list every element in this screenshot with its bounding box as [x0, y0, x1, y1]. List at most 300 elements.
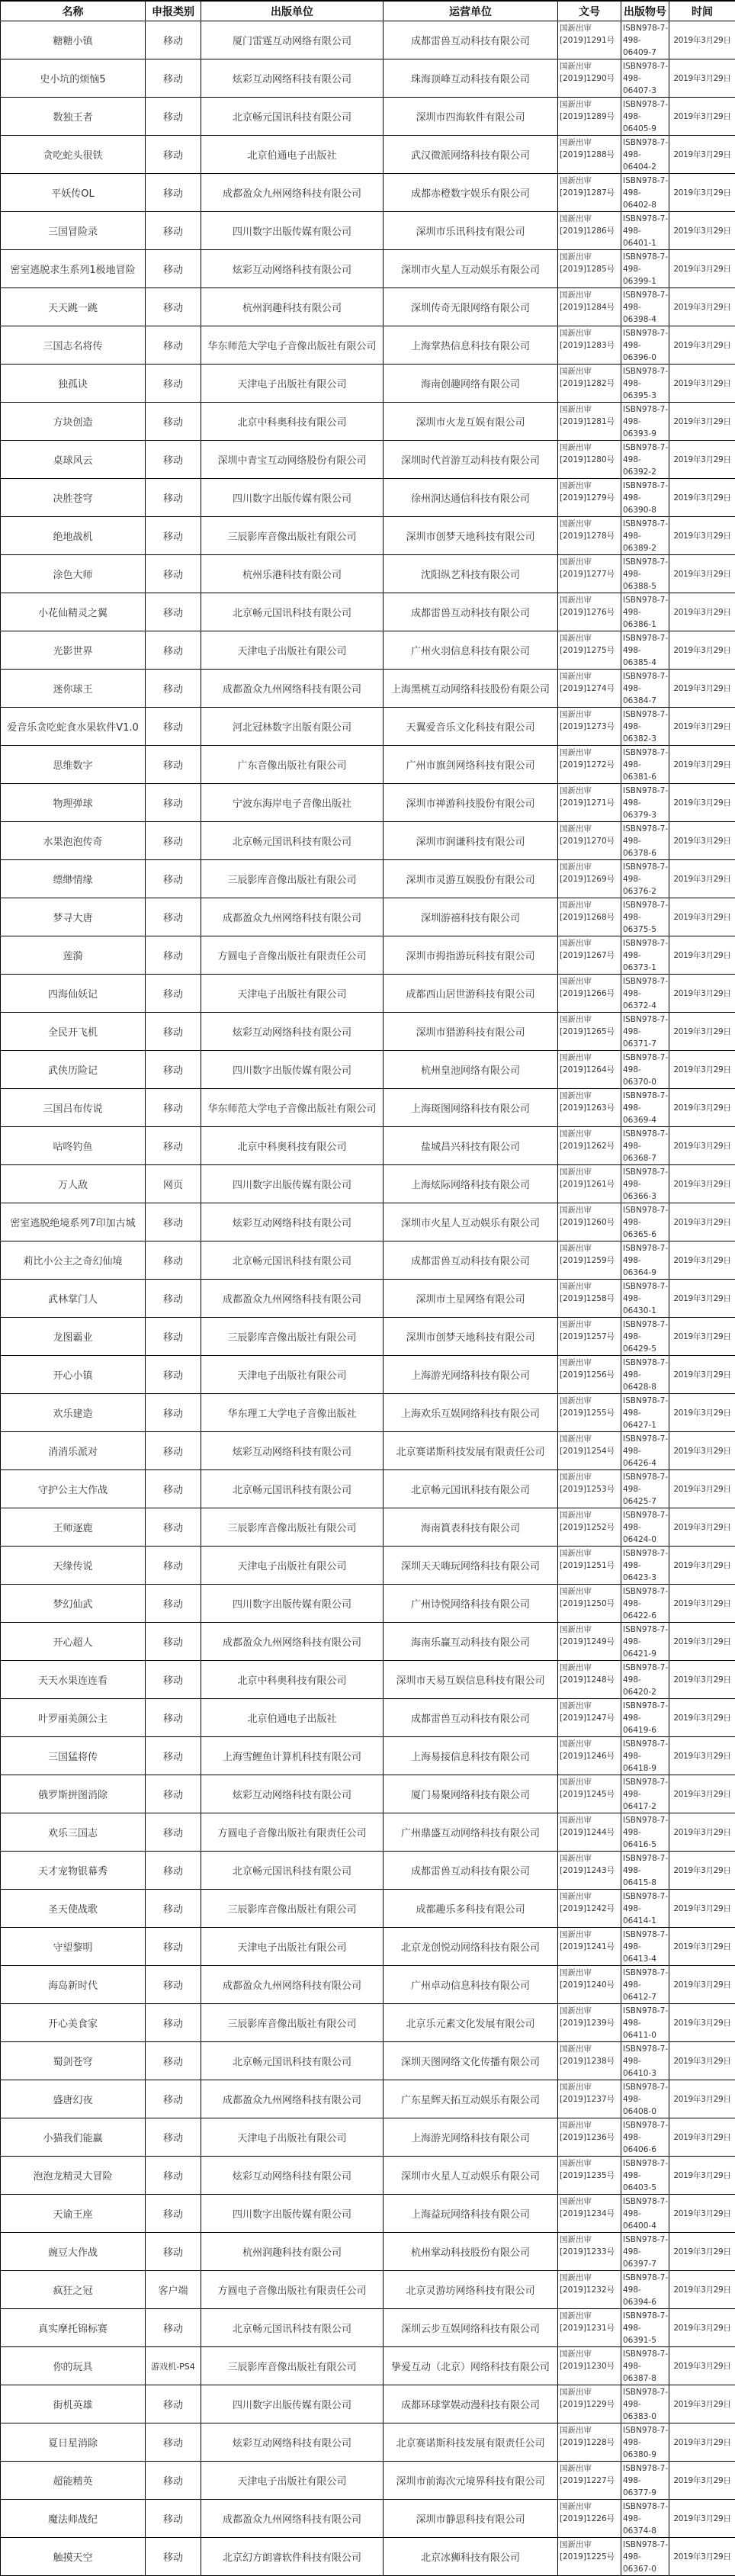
- cell-operator: 深圳市灵游互娱股份有限公司: [384, 860, 558, 898]
- cell-category: 移动: [146, 1280, 201, 1318]
- isbn-prefix: ISBN978-7-: [623, 137, 669, 149]
- cell-date: 2019年3月29日: [669, 898, 735, 936]
- cell-category: 移动: [146, 2500, 201, 2538]
- cell-date: 2019年3月29日: [669, 593, 735, 631]
- cell-isbn: [621, 1623, 669, 1661]
- cell-isbn: [621, 670, 669, 708]
- cell-game-name: 开心小镇: [1, 1356, 146, 1394]
- table-row: [1, 1508, 735, 1547]
- cell-publisher: 成都盈众九州网络科技有限公司: [201, 670, 384, 708]
- cell-publisher: 方圆电子音像出版社有限责任公司: [201, 1813, 384, 1852]
- cell-isbn: [621, 365, 669, 403]
- table-row: [1, 1699, 735, 1737]
- cell-date: 2019年3月29日: [669, 2347, 735, 2385]
- cell-operator: 深圳市创梦天地科技有限公司: [384, 1318, 558, 1356]
- approval-code: [2019]1250号: [560, 1598, 621, 1610]
- table-row: [1, 860, 735, 898]
- cell-game-name: 三国志名将传: [1, 326, 146, 365]
- cell-publisher: 天津电子出版社有限公司: [201, 365, 384, 403]
- isbn-prefix: ISBN978-7-: [623, 1890, 669, 1903]
- cell-approval-number: [558, 517, 621, 555]
- isbn-prefix: ISBN978-7-: [623, 861, 669, 873]
- cell-date: 2019年3月29日: [669, 2042, 735, 2080]
- cell-publisher: 北京畅元国讯科技有限公司: [201, 2309, 384, 2347]
- isbn-code: 498-06367-0: [623, 2551, 669, 2575]
- cell-operator: 深圳市乐讯科技有限公司: [384, 212, 558, 250]
- cell-publisher: 宁波东海岸电子音像出版社: [201, 784, 384, 822]
- cell-isbn: [621, 326, 669, 365]
- table-row: [1, 479, 735, 517]
- approval-code: [2019]1291号: [560, 34, 621, 47]
- cell-publisher: 三辰影库音像出版社有限公司: [201, 2004, 384, 2042]
- cell-game-name: 街机英雄: [1, 2385, 146, 2423]
- isbn-prefix: ISBN978-7-: [623, 98, 669, 111]
- cell-date: 2019年3月29日: [669, 1432, 735, 1470]
- cell-isbn: [621, 136, 669, 174]
- approval-code: [2019]1230号: [560, 2360, 621, 2372]
- approval-code: [2019]1257号: [560, 1331, 621, 1343]
- cell-game-name: 三国猛将传: [1, 1737, 146, 1775]
- isbn-prefix: ISBN978-7-: [623, 556, 669, 568]
- cell-date: 2019年3月29日: [669, 2500, 735, 2538]
- cell-game-name: 圣天使战歌: [1, 1890, 146, 1928]
- isbn-code: 498-06376-2: [623, 873, 669, 898]
- cell-date: 2019年3月29日: [669, 1699, 735, 1737]
- cell-category: 移动: [146, 136, 201, 174]
- cell-publisher: 广东音像出版社有限公司: [201, 746, 384, 784]
- isbn-code: 498-06373-1: [623, 949, 669, 974]
- isbn-code: 498-06378-6: [623, 835, 669, 859]
- cell-isbn: [621, 1585, 669, 1623]
- approval-prefix: 国新出审: [560, 708, 621, 721]
- approval-code: [2019]1267号: [560, 949, 621, 962]
- table-row: [1, 1928, 735, 1966]
- cell-publisher: 成都盈众九州网络科技有限公司: [201, 1280, 384, 1318]
- cell-isbn: [621, 2195, 669, 2233]
- cell-game-name: 海岛新时代: [1, 1966, 146, 2004]
- cell-isbn: [621, 1547, 669, 1585]
- approval-code: [2019]1253号: [560, 1483, 621, 1495]
- cell-category: 移动: [146, 517, 201, 555]
- table-row: [1, 2004, 735, 2042]
- cell-approval-number: [558, 822, 621, 860]
- cell-operator: 珠海顶峰互动科技有限公司: [384, 59, 558, 98]
- cell-approval-number: [558, 288, 621, 326]
- isbn-prefix: ISBN978-7-: [623, 2501, 669, 2513]
- cell-isbn: [621, 555, 669, 593]
- cell-game-name: 绝地战机: [1, 517, 146, 555]
- cell-approval-number: [558, 21, 621, 59]
- approval-prefix: 国新出审: [560, 2539, 621, 2551]
- cell-game-name: 消消乐派对: [1, 1432, 146, 1470]
- table-row: [1, 441, 735, 479]
- cell-date: 2019年3月29日: [669, 1089, 735, 1127]
- cell-category: 移动: [146, 212, 201, 250]
- isbn-prefix: ISBN978-7-: [623, 1738, 669, 1750]
- cell-publisher: 成都盈众九州网络科技有限公司: [201, 898, 384, 936]
- table-row: [1, 1356, 735, 1394]
- cell-game-name: 方块创造: [1, 403, 146, 441]
- table-row: [1, 2271, 735, 2309]
- cell-game-name: 独孤诀: [1, 365, 146, 403]
- cell-date: 2019年3月29日: [669, 1508, 735, 1547]
- table-header-row: [1, 1, 735, 21]
- cell-publisher: 成都盈众九州网络科技有限公司: [201, 174, 384, 212]
- cell-approval-number: [558, 936, 621, 975]
- cell-category: 客户端: [146, 2271, 201, 2309]
- cell-operator: 沈阳纵艺科技有限公司: [384, 555, 558, 593]
- cell-isbn: [621, 288, 669, 326]
- cell-isbn: [621, 1394, 669, 1432]
- cell-publisher: 成都盈众九州网络科技有限公司: [201, 1966, 384, 2004]
- approval-prefix: 国新出审: [560, 1166, 621, 1178]
- approval-prefix: 国新出审: [560, 442, 621, 454]
- cell-isbn: [621, 2080, 669, 2118]
- approval-prefix: 国新出审: [560, 2195, 621, 2208]
- cell-category: 游戏机-PS4: [146, 2347, 201, 2385]
- cell-approval-number: [558, 59, 621, 98]
- cell-publisher: 天津电子出版社有限公司: [201, 631, 384, 670]
- table-row: [1, 822, 735, 860]
- table-row: [1, 1127, 735, 1165]
- isbn-code: 498-06409-7: [623, 34, 669, 59]
- approval-code: [2019]1241号: [560, 1941, 621, 1953]
- cell-date: 2019年3月29日: [669, 746, 735, 784]
- cell-publisher: 三辰影库音像出版社有限公司: [201, 860, 384, 898]
- approval-code: [2019]1278号: [560, 530, 621, 542]
- isbn-prefix: ISBN978-7-: [623, 2005, 669, 2017]
- cell-isbn: [621, 441, 669, 479]
- approval-code: [2019]1227号: [560, 2475, 621, 2487]
- cell-publisher: 炫彩互动网络科技有限公司: [201, 59, 384, 98]
- isbn-prefix: ISBN978-7-: [623, 594, 669, 606]
- cell-isbn: [621, 174, 669, 212]
- approval-prefix: 国新出审: [560, 2043, 621, 2055]
- table-row: [1, 898, 735, 936]
- cell-isbn: [621, 1127, 669, 1165]
- cell-isbn: [621, 2538, 669, 2576]
- isbn-prefix: ISBN978-7-: [623, 1166, 669, 1178]
- cell-operator: 上海黑桃互动网络科技股份有限公司: [384, 670, 558, 708]
- approval-prefix: 国新出审: [560, 632, 621, 644]
- cell-approval-number: [558, 98, 621, 136]
- cell-operator: 武汉微派网络科技有限公司: [384, 136, 558, 174]
- cell-approval-number: [558, 1089, 621, 1127]
- approval-prefix: 国新出审: [560, 1700, 621, 1712]
- cell-approval-number: [558, 1966, 621, 2004]
- cell-game-name: 咕咚钓鱼: [1, 1127, 146, 1165]
- isbn-code: 498-06403-5: [623, 2170, 669, 2194]
- approval-prefix: 国新出审: [560, 1890, 621, 1903]
- cell-category: 移动: [146, 631, 201, 670]
- isbn-code: 498-06424-0: [623, 1521, 669, 1546]
- isbn-prefix: ISBN978-7-: [623, 823, 669, 835]
- cell-approval-number: [558, 1203, 621, 1241]
- isbn-prefix: ISBN978-7-: [623, 708, 669, 721]
- approval-prefix: 国新出审: [560, 1738, 621, 1750]
- cell-publisher: 北京畅元国讯科技有限公司: [201, 1241, 384, 1280]
- approval-code: [2019]1258号: [560, 1293, 621, 1305]
- approval-code: [2019]1268号: [560, 911, 621, 923]
- cell-approval-number: [558, 1241, 621, 1280]
- isbn-prefix: ISBN978-7-: [623, 1052, 669, 1064]
- cell-date: 2019年3月29日: [669, 1280, 735, 1318]
- isbn-prefix: ISBN978-7-: [623, 1776, 669, 1788]
- isbn-code: 498-06388-5: [623, 568, 669, 593]
- cell-category: 移动: [146, 1928, 201, 1966]
- cell-operator: 深圳市润谦科技有限公司: [384, 822, 558, 860]
- approval-prefix: 国新出审: [560, 1319, 621, 1331]
- approval-code: [2019]1285号: [560, 263, 621, 275]
- isbn-code: 498-06396-0: [623, 339, 669, 364]
- cell-isbn: [621, 1089, 669, 1127]
- cell-approval-number: [558, 1356, 621, 1394]
- cell-date: 2019年3月29日: [669, 2157, 735, 2195]
- cell-game-name: 叶罗丽美颜公主: [1, 1699, 146, 1737]
- table-row: [1, 593, 735, 631]
- cell-isbn: [621, 2309, 669, 2347]
- approval-code: [2019]1284号: [560, 301, 621, 313]
- cell-isbn: [621, 2157, 669, 2195]
- isbn-prefix: ISBN978-7-: [623, 2272, 669, 2284]
- approval-prefix: 国新出审: [560, 2462, 621, 2475]
- cell-isbn: [621, 1508, 669, 1547]
- cell-approval-number: [558, 326, 621, 365]
- cell-date: 2019年3月29日: [669, 1203, 735, 1241]
- cell-isbn: [621, 2233, 669, 2271]
- cell-publisher: 三辰影库音像出版社有限公司: [201, 1318, 384, 1356]
- isbn-code: 498-06375-5: [623, 911, 669, 936]
- cell-publisher: 天津电子出版社有限公司: [201, 975, 384, 1013]
- cell-category: 移动: [146, 1661, 201, 1699]
- isbn-code: 498-06408-0: [623, 2093, 669, 2118]
- cell-operator: 广州火羽信息科技有限公司: [384, 631, 558, 670]
- table-row: [1, 174, 735, 212]
- cell-isbn: [621, 403, 669, 441]
- isbn-prefix: ISBN978-7-: [623, 1929, 669, 1941]
- cell-publisher: 成都盈众九州网络科技有限公司: [201, 2500, 384, 2538]
- cell-isbn: [621, 746, 669, 784]
- cell-date: 2019年3月29日: [669, 1661, 735, 1699]
- isbn-code: 498-06417-2: [623, 1788, 669, 1813]
- cell-operator: 上海游光网络科技有限公司: [384, 1356, 558, 1394]
- table-row: [1, 212, 735, 250]
- cell-game-name: 武林掌门人: [1, 1280, 146, 1318]
- cell-publisher: 北京中科奥科技有限公司: [201, 403, 384, 441]
- cell-date: 2019年3月29日: [669, 1318, 735, 1356]
- cell-approval-number: [558, 2271, 621, 2309]
- cell-date: 2019年3月29日: [669, 2462, 735, 2500]
- cell-category: 移动: [146, 98, 201, 136]
- cell-publisher: 炫彩互动网络科技有限公司: [201, 1013, 384, 1051]
- cell-publisher: 四川数字出版传媒有限公司: [201, 479, 384, 517]
- cell-date: 2019年3月29日: [669, 822, 735, 860]
- cell-approval-number: [558, 2347, 621, 2385]
- isbn-code: 498-06404-2: [623, 149, 669, 173]
- cell-operator: 天翼爱音乐文化科技有限公司: [384, 708, 558, 746]
- approval-code: [2019]1228号: [560, 2436, 621, 2449]
- isbn-prefix: ISBN978-7-: [623, 632, 669, 644]
- approval-prefix: 国新出审: [560, 670, 621, 683]
- cell-isbn: [621, 1280, 669, 1318]
- cell-publisher: 北京畅元国讯科技有限公司: [201, 822, 384, 860]
- table-row: [1, 2080, 735, 2118]
- cell-operator: 徐州润达通信科技有限公司: [384, 479, 558, 517]
- approval-prefix: 国新出审: [560, 1204, 621, 1216]
- cell-game-name: 守护公主大作战: [1, 1470, 146, 1508]
- isbn-code: 498-06430-1: [623, 1293, 669, 1317]
- cell-category: 移动: [146, 2195, 201, 2233]
- cell-date: 2019年3月29日: [669, 670, 735, 708]
- cell-date: 2019年3月29日: [669, 1775, 735, 1813]
- approval-prefix: 国新出审: [560, 2501, 621, 2513]
- cell-publisher: 天津电子出版社有限公司: [201, 1928, 384, 1966]
- approval-code: [2019]1290号: [560, 72, 621, 85]
- cell-isbn: [621, 1661, 669, 1699]
- cell-operator: 深圳市创梦天地科技有限公司: [384, 517, 558, 555]
- cell-category: 移动: [146, 250, 201, 288]
- cell-publisher: 北京畅元国讯科技有限公司: [201, 98, 384, 136]
- cell-category: 移动: [146, 708, 201, 746]
- cell-category: 移动: [146, 1508, 201, 1547]
- cell-category: 移动: [146, 1356, 201, 1394]
- cell-date: 2019年3月29日: [669, 2233, 735, 2271]
- cell-publisher: 天津电子出版社有限公司: [201, 2118, 384, 2157]
- cell-publisher: 成都盈众九州网络科技有限公司: [201, 2080, 384, 2118]
- table-row: [1, 250, 735, 288]
- cell-approval-number: [558, 2042, 621, 2080]
- cell-publisher: 华东师范大学电子音像出版社有限公司: [201, 326, 384, 365]
- approval-code: [2019]1254号: [560, 1445, 621, 1457]
- cell-category: 移动: [146, 1890, 201, 1928]
- approval-prefix: 国新出审: [560, 1776, 621, 1788]
- table-row: [1, 2385, 735, 2423]
- cell-game-name: 守望黎明: [1, 1928, 146, 1966]
- cell-game-name: 真实摩托锦标赛: [1, 2309, 146, 2347]
- approval-prefix: 国新出审: [560, 1471, 621, 1483]
- cell-publisher: 北京伯通电子出版社: [201, 136, 384, 174]
- cell-isbn: [621, 860, 669, 898]
- cell-isbn: [621, 517, 669, 555]
- cell-date: 2019年3月29日: [669, 2195, 735, 2233]
- cell-approval-number: [558, 1813, 621, 1852]
- cell-operator: 广州鼎盛互动网络科技有限公司: [384, 1813, 558, 1852]
- cell-category: 移动: [146, 365, 201, 403]
- approval-prefix: 国新出审: [560, 2234, 621, 2246]
- approval-prefix: 国新出审: [560, 2386, 621, 2398]
- approval-prefix: 国新出审: [560, 1624, 621, 1636]
- cell-operator: 杭州掌动科技股份有限公司: [384, 2233, 558, 2271]
- approval-code: [2019]1245号: [560, 1788, 621, 1800]
- isbn-prefix: ISBN978-7-: [623, 670, 669, 683]
- table-row: [1, 2347, 735, 2385]
- cell-operator: 海南篔表科技有限公司: [384, 1508, 558, 1547]
- cell-date: 2019年3月29日: [669, 479, 735, 517]
- cell-operator: 北京龙创悦动网络科技有限公司: [384, 1928, 558, 1966]
- isbn-prefix: ISBN978-7-: [623, 1013, 669, 1026]
- table-row: [1, 1966, 735, 2004]
- cell-approval-number: [558, 2462, 621, 2500]
- cell-operator: 深圳天天嗨玩网络科技有限公司: [384, 1547, 558, 1585]
- cell-publisher: 天津电子出版社有限公司: [201, 2462, 384, 2500]
- cell-publisher: 四川数字出版传媒有限公司: [201, 2385, 384, 2423]
- isbn-prefix: ISBN978-7-: [623, 2157, 669, 2170]
- cell-publisher: 北京畅元国讯科技有限公司: [201, 1852, 384, 1890]
- table-row: [1, 1890, 735, 1928]
- cell-operator: 深圳市猎游科技有限公司: [384, 1013, 558, 1051]
- approval-code: [2019]1279号: [560, 492, 621, 504]
- isbn-code: 498-06381-6: [623, 759, 669, 783]
- cell-date: 2019年3月29日: [669, 555, 735, 593]
- isbn-code: 498-06402-8: [623, 187, 669, 211]
- cell-approval-number: [558, 670, 621, 708]
- approval-prefix: 国新出审: [560, 327, 621, 339]
- cell-game-name: 你的玩具: [1, 2347, 146, 2385]
- table-row: [1, 403, 735, 441]
- cell-game-name: 决胜苍穹: [1, 479, 146, 517]
- cell-isbn: [621, 1470, 669, 1508]
- cell-game-name: 天天水果连连看: [1, 1661, 146, 1699]
- cell-date: 2019年3月29日: [669, 1127, 735, 1165]
- cell-publisher: 方圆电子音像出版社有限责任公司: [201, 936, 384, 975]
- cell-game-name: 天才宠物银幕秀: [1, 1852, 146, 1890]
- cell-approval-number: [558, 1394, 621, 1432]
- cell-approval-number: [558, 2004, 621, 2042]
- cell-game-name: 光影世界: [1, 631, 146, 670]
- approval-code: [2019]1239号: [560, 2017, 621, 2029]
- isbn-code: 498-06377-9: [623, 2475, 669, 2499]
- cell-date: 2019年3月29日: [669, 1470, 735, 1508]
- cell-isbn: [621, 2500, 669, 2538]
- isbn-code: 498-06429-5: [623, 1331, 669, 1355]
- cell-operator: 深圳市四海软件有限公司: [384, 98, 558, 136]
- isbn-code: 498-06371-7: [623, 1026, 669, 1050]
- isbn-code: 498-06387-8: [623, 2360, 669, 2385]
- cell-approval-number: [558, 2157, 621, 2195]
- cell-publisher: 杭州润趣科技有限公司: [201, 288, 384, 326]
- approval-prefix: 国新出审: [560, 2272, 621, 2284]
- cell-publisher: 炫彩互动网络科技有限公司: [201, 2157, 384, 2195]
- isbn-prefix: ISBN978-7-: [623, 175, 669, 187]
- isbn-code: 498-06370-0: [623, 1064, 669, 1088]
- approval-code: [2019]1270号: [560, 835, 621, 847]
- table-row: [1, 1813, 735, 1852]
- cell-category: 移动: [146, 2538, 201, 2576]
- approval-code: [2019]1259号: [560, 1254, 621, 1267]
- isbn-code: 498-06391-5: [623, 2322, 669, 2346]
- approval-code: [2019]1255号: [560, 1407, 621, 1419]
- isbn-prefix: ISBN978-7-: [623, 1509, 669, 1521]
- cell-approval-number: [558, 708, 621, 746]
- isbn-code: 498-06411-0: [623, 2017, 669, 2041]
- cell-category: 移动: [146, 593, 201, 631]
- approval-prefix: 国新出审: [560, 60, 621, 72]
- isbn-code: 498-06405-9: [623, 111, 669, 135]
- cell-game-name: 武侠历险记: [1, 1051, 146, 1089]
- cell-isbn: [621, 212, 669, 250]
- cell-game-name: 全民开飞机: [1, 1013, 146, 1051]
- cell-approval-number: [558, 1890, 621, 1928]
- isbn-prefix: ISBN978-7-: [623, 1280, 669, 1293]
- cell-game-name: 贪吃蛇头很铁: [1, 136, 146, 174]
- cell-isbn: [621, 2004, 669, 2042]
- cell-date: 2019年3月29日: [669, 1394, 735, 1432]
- cell-operator: 成都雷兽互动科技有限公司: [384, 1852, 558, 1890]
- cell-operator: 北京赛诺斯科技发展有限责任公司: [384, 1432, 558, 1470]
- isbn-code: 498-06428-8: [623, 1369, 669, 1393]
- cell-publisher: 华东师范大学电子音像出版社有限公司: [201, 1089, 384, 1127]
- approval-prefix: 国新出审: [560, 2081, 621, 2093]
